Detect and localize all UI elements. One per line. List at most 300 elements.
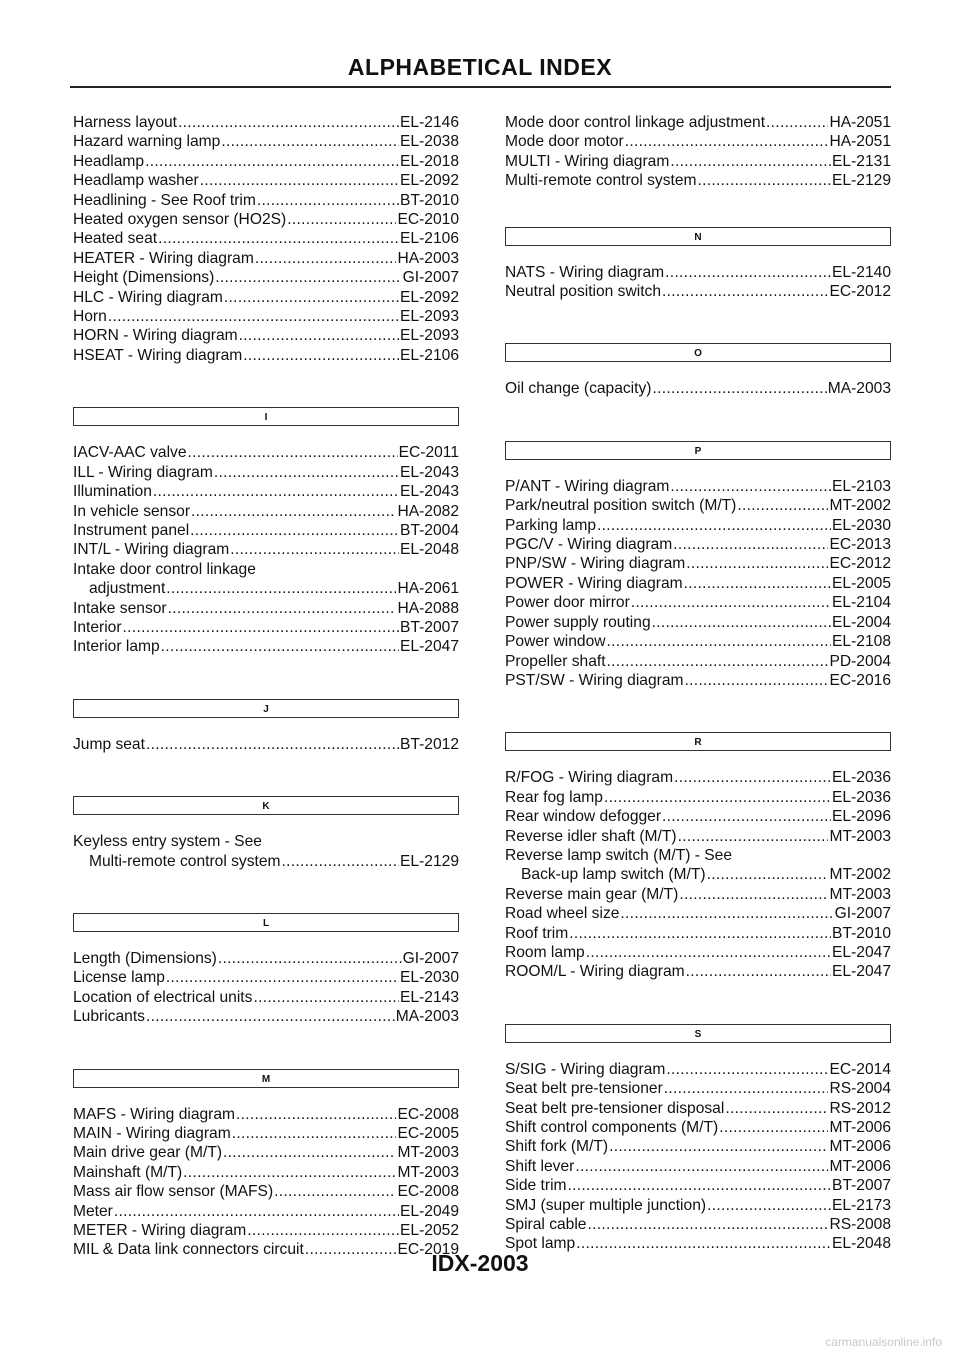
section-r [505,768,891,846]
letter-header-m: M [73,1069,459,1088]
entry-name: Rear fog lamp [505,788,603,806]
index-entry [505,1099,891,1118]
entry-name: Neutral position switch [505,283,662,301]
section-i-wrap [73,579,459,598]
index-entry [505,1157,891,1176]
entry-page-ref: EL-2173 [832,1196,891,1214]
spacer [505,1043,891,1060]
entry-page-ref: PD-2004 [829,652,891,670]
index-entry [505,593,891,612]
entry-name: MULTI - Wiring diagram [505,152,670,170]
dot-leader [146,1007,395,1026]
entry-page-ref: BT-2010 [400,191,459,209]
entry-page-ref: BT-2007 [832,1177,891,1195]
entry-page-ref: EL-2048 [400,541,459,559]
entry-page-ref: EC-2005 [397,1125,459,1142]
dot-leader [719,1118,828,1137]
dot-leader [215,268,401,287]
entry-name: ROOM/L - Wiring diagram [505,963,685,981]
entry-name: NATS - Wiring diagram [505,263,665,281]
entry-name: P/ANT - Wiring diagram [505,477,670,495]
index-entry [73,988,459,1007]
entry-name: Power window [505,633,606,651]
entry-name: Heated oxygen sensor (HO2S) [73,211,287,229]
entry-page-ref: MT-2003 [829,827,891,845]
index-entry [73,735,459,754]
index-entry [505,885,891,904]
entry-name: Multi-remote control system [505,172,697,190]
spacer [505,246,891,263]
letter-header-r: R [505,732,891,751]
index-entry [505,652,891,671]
index-entry [73,1143,459,1162]
entry-name: Mass air flow sensor (MAFS) [73,1183,274,1201]
entry-name: Length (Dimensions) [73,949,217,967]
right-column [505,113,891,1254]
entry-page-ref: EL-2143 [400,988,459,1006]
index-entry [73,307,459,326]
spacer [73,657,459,699]
index-entry [505,263,891,282]
letter-header-l: L [73,913,459,932]
dot-leader [686,962,831,981]
entry-name: ILL - Wiring diagram [73,463,213,481]
index-entry [73,229,459,248]
index-entry [73,268,459,287]
dot-leader [698,171,832,190]
dot-leader [597,516,831,535]
entry-page-ref: EL-2106 [400,230,459,248]
entry-name: Reverse main gear (M/T) [505,885,679,903]
index-entry [73,599,459,618]
dot-leader [707,865,829,884]
entry-name: PNP/SW - Wiring diagram [505,555,686,573]
section-n [505,263,891,302]
entry-page-ref: EL-2047 [832,943,891,961]
entry-name: Horn [73,308,107,326]
dot-leader [686,554,828,573]
index-entry [73,1007,459,1026]
entry-page-ref: EC-2008 [397,1105,459,1123]
spacer [73,754,459,796]
dot-leader [662,282,828,301]
index-entry [73,502,459,521]
dot-leader [282,852,400,871]
entry-name: HSEAT - Wiring diagram [73,346,243,364]
dot-leader [114,1202,399,1221]
index-entry [505,1118,891,1137]
entry-name: Shift control components (M/T) [505,1119,719,1136]
index-entry [505,613,891,632]
entry-name: Headlining - See Roof trim [73,191,256,209]
dot-leader [123,618,400,637]
index-entry [73,618,459,637]
entry-name: Propeller shaft [505,652,606,670]
section-l [73,949,459,1027]
index-entry [73,191,459,210]
entry-name: Mode door motor [505,133,624,151]
entry-page-ref: MT-2006 [829,1119,891,1136]
entry-page-ref: EL-2093 [400,327,459,345]
entry-page-ref: EL-2038 [400,133,459,151]
index-entry [505,671,891,690]
section-i [73,443,459,559]
entry-name: HLC - Wiring diagram [73,288,223,306]
index-entry [73,852,459,871]
dot-leader [221,132,399,151]
spacer [73,871,459,913]
dot-leader [214,463,399,482]
entry-page-ref: RS-2012 [829,1099,891,1117]
index-entry [73,443,459,462]
section-r-wrap [505,865,891,884]
spacer [73,815,459,832]
entry-page-ref: BT-2012 [400,735,459,753]
entry-name: Illumination [73,483,152,501]
index-entry [505,904,891,923]
dot-leader [609,1137,828,1156]
entry-name: Room lamp [505,943,585,961]
entry-page-ref: EL-2108 [832,633,891,651]
section-r-2 [505,885,891,982]
index-entry [505,171,891,190]
entry-page-ref: EL-2140 [832,263,891,281]
dot-leader [274,1182,396,1201]
entry-name: Jump seat [73,735,145,753]
dot-leader [224,288,399,307]
spacer [73,365,459,407]
entry-page-ref: EC-2013 [829,536,891,554]
index-entry [73,579,459,598]
entry-name: Interior [73,618,122,636]
entry-page-ref: EL-2047 [832,963,891,981]
entry-name: Oil change (capacity) [505,380,652,398]
entry-name: Back-up lamp switch (M/T) [521,866,706,884]
entry-name: Spot lamp [505,1235,576,1253]
entry-name: Intake sensor [73,599,167,617]
index-entry [505,962,891,981]
index-entry [73,637,459,656]
entry-page-ref: MT-2002 [829,497,891,515]
dot-leader [247,1221,399,1240]
entry-page-ref: RS-2004 [829,1080,891,1098]
entry-name: Main drive gear (M/T) [73,1144,223,1162]
entry-page-ref: EC-2011 [398,444,459,462]
dot-leader [223,1143,396,1162]
section-s [505,1060,891,1254]
entry-page-ref: EL-2036 [832,788,891,806]
index-entry [73,1221,459,1240]
dot-leader [183,1163,396,1182]
spacer [505,399,891,441]
dot-leader [587,1215,828,1234]
dot-leader [707,1196,831,1215]
entry-page-ref: GI-2007 [834,905,891,923]
entry-name: PGC/V - Wiring diagram [505,536,673,554]
entry-page-ref: EL-2146 [400,114,459,131]
entry-page-ref: EC-2016 [829,671,891,689]
index-entry [505,554,891,573]
entry-name: METER - Wiring diagram [73,1222,247,1240]
dot-leader [662,807,831,826]
index-entry [73,152,459,171]
entry-page-ref: BT-2007 [400,618,459,636]
entry-name: Mode door control linkage adjustment [505,114,766,131]
entry-name: Hazard warning lamp [73,133,221,151]
entry-name: Side trim [505,1177,567,1195]
dot-leader [652,379,826,398]
index-entry [73,949,459,968]
section-p [505,477,891,690]
entry-page-ref: EL-2104 [832,594,891,612]
index-entry [505,768,891,787]
index-entry [505,865,891,884]
entry-page-ref: RS-2008 [829,1216,891,1234]
entry-name: MAIN - Wiring diagram [73,1125,231,1142]
dot-leader [674,768,831,787]
section-j [73,735,459,754]
index-entry [505,1215,891,1234]
entry-page-ref: EC-2012 [829,555,891,573]
index-entry [505,788,891,807]
dot-leader [232,1124,397,1143]
index-entry [73,210,459,229]
entry-page-ref: BT-2010 [832,924,891,942]
entry-page-ref: EC-2014 [829,1060,891,1078]
spacer [505,301,891,343]
entry-page-ref: EL-2129 [400,852,459,870]
entry-page-ref: MT-2006 [829,1157,891,1175]
index-entry [505,516,891,535]
entry-name: Height (Dimensions) [73,269,215,287]
entry-page-ref: EL-2005 [832,574,891,592]
entry-name: Park/neutral position switch (M/T) [505,497,737,515]
index-entry [73,346,459,365]
index-entry [73,463,459,482]
entry-page-ref: EL-2052 [400,1222,459,1240]
index-entry-wrap: Reverse lamp switch (M/T) - See [505,846,733,864]
dot-leader [666,1060,828,1079]
index-entry [505,282,891,301]
title-rule [70,86,891,88]
dot-leader [670,152,831,171]
spacer [73,1027,459,1069]
dot-leader [168,599,397,618]
entry-page-ref: EC-2019 [397,1241,459,1259]
entry-name: In vehicle sensor [73,502,191,520]
dot-leader [243,346,399,365]
letter-header-s: S [505,1024,891,1043]
spacer [505,362,891,379]
entry-name: adjustment [89,580,166,598]
entry-page-ref: MT-2006 [829,1138,891,1156]
dot-leader [236,1105,396,1124]
index-entry [505,924,891,943]
entry-name: Reverse idler shaft (M/T) [505,827,677,845]
dot-leader [257,191,399,210]
entry-page-ref: EL-2043 [400,463,459,481]
letter-header-k: K [73,796,459,815]
index-entry [73,482,459,501]
dot-leader [161,637,399,656]
entry-page-ref: MT-2003 [829,885,891,903]
index-entry [73,132,459,151]
entry-page-ref: HA-2051 [829,133,891,151]
spacer [505,690,891,732]
dot-leader [255,249,397,268]
entry-page-ref: EL-2036 [832,769,891,787]
entry-name: Headlamp washer [73,172,199,190]
index-entry [73,1124,459,1143]
dot-leader [652,613,831,632]
dot-leader [230,540,399,559]
entry-page-ref: GI-2007 [402,949,459,967]
entry-name: Seat belt pre-tensioner disposal [505,1099,725,1117]
dot-leader [146,735,399,754]
entry-page-ref: EL-2093 [400,308,459,326]
entry-name: R/FOG - Wiring diagram [505,769,674,787]
entry-name: Roof trim [505,924,569,942]
index-entry [73,288,459,307]
section-o [505,379,891,398]
entry-name: HORN - Wiring diagram [73,327,238,345]
dot-leader [568,1176,832,1195]
dot-leader [670,477,831,496]
dot-leader [685,671,829,690]
entry-page-ref: EL-2106 [400,346,459,364]
page-title: ALPHABETICAL INDEX [347,54,613,80]
dot-leader [239,326,399,345]
dot-leader [178,113,399,132]
dot-leader [679,885,828,904]
entry-page-ref: EL-2131 [832,152,891,170]
spacer [505,982,891,1024]
entry-name: S/SIG - Wiring diagram [505,1060,666,1078]
dot-leader [725,1099,828,1118]
entry-name: Harness layout [73,114,178,131]
index-entry [73,1182,459,1201]
dot-leader [153,482,399,501]
dot-leader [607,632,831,651]
dot-leader [766,113,828,132]
page-number: IDX-2003 [431,1250,529,1276]
entry-name: Mainshaft (M/T) [73,1163,183,1181]
dot-leader [664,1079,829,1098]
dot-leader [190,521,399,540]
entry-page-ref: EL-2030 [400,969,459,987]
index-entry [505,632,891,651]
dot-leader [158,229,399,248]
index-entry [505,477,891,496]
entry-page-ref: MA-2003 [395,1008,459,1026]
entry-name: MAFS - Wiring diagram [73,1105,236,1123]
dot-leader [737,496,828,515]
dot-leader [191,502,396,521]
dot-leader [607,652,829,671]
entry-page-ref: EL-2030 [832,516,891,534]
entry-page-ref: MT-2002 [829,866,891,884]
left-column [73,113,459,1260]
dot-leader [631,593,831,612]
entry-name: Headlamp [73,152,145,170]
entry-name: INT/L - Wiring diagram [73,541,230,559]
entry-page-ref: HA-2003 [397,249,459,267]
entry-page-ref: MT-2003 [397,1144,459,1162]
dot-leader [253,988,399,1007]
dot-leader [575,1157,828,1176]
index-entry [73,1163,459,1182]
spacer [73,718,459,735]
entry-page-ref: EL-2043 [400,483,459,501]
section-k-wrap [73,852,459,871]
entry-page-ref: HA-2061 [397,580,459,598]
entry-name: Instrument panel [73,521,190,539]
entry-name: Meter [73,1202,113,1220]
index-entry [505,1176,891,1195]
index-entry [505,807,891,826]
dot-leader [586,943,831,962]
index-entry [73,521,459,540]
watermark: carmanualsonline.info [825,1335,942,1349]
letter-header-p: P [505,441,891,460]
spacer [73,426,459,443]
entry-page-ref: EC-2012 [829,283,891,301]
entry-name: Power door mirror [505,594,630,612]
index-entry [505,1079,891,1098]
index-entry [505,574,891,593]
dot-leader [620,904,833,923]
dot-leader [287,210,396,229]
entry-page-ref: EC-2008 [397,1183,459,1201]
entry-page-ref: MT-2003 [397,1163,459,1181]
dot-leader [604,788,831,807]
entry-name: Spiral cable [505,1216,587,1234]
dot-leader [200,171,399,190]
entry-name: PST/SW - Wiring diagram [505,671,684,689]
letter-header-j: J [73,699,459,718]
spacer [505,751,891,768]
index-entry [505,496,891,515]
entry-page-ref: BT-2004 [400,521,459,539]
entry-page-ref: EL-2096 [832,808,891,826]
dot-leader [108,307,399,326]
section-i-2 [73,599,459,657]
letter-header-i: I [73,407,459,426]
index-entry [505,1137,891,1156]
spacer [505,460,891,477]
index-entry [505,113,891,132]
section-m-cont [505,113,891,191]
entry-name: Shift lever [505,1157,575,1175]
dot-leader [665,263,831,282]
index-entry [73,1105,459,1124]
spacer [73,932,459,949]
index-entry [73,968,459,987]
dot-leader [569,924,831,943]
entry-page-ref: EL-2049 [400,1202,459,1220]
index-entry [505,1196,891,1215]
index-entry [505,379,891,398]
dot-leader [678,827,829,846]
entry-page-ref: HA-2082 [397,502,459,520]
entry-name: Power supply routing [505,613,651,631]
entry-name: Lubricants [73,1008,145,1026]
index-entry [505,827,891,846]
entry-page-ref: EL-2018 [400,152,459,170]
entry-page-ref: GI-2007 [402,269,459,287]
entry-name: Road wheel size [505,905,620,923]
entry-page-ref: HA-2051 [829,114,891,131]
